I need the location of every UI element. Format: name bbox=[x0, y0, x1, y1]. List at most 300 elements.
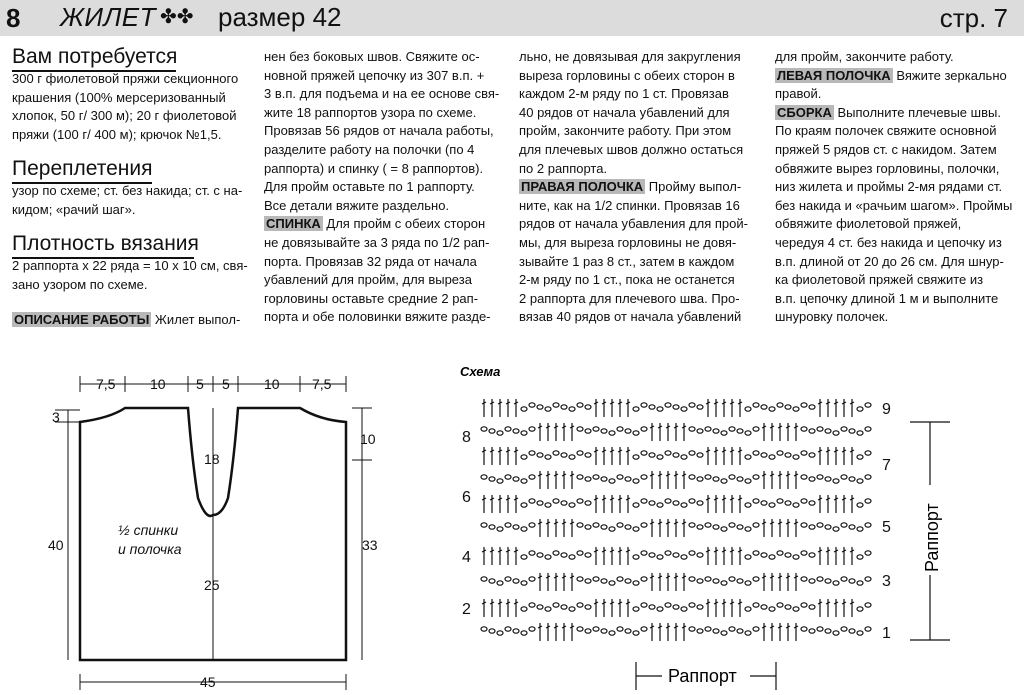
chain-symbol bbox=[601, 525, 607, 529]
chain-symbol bbox=[825, 429, 831, 433]
chain-symbol bbox=[577, 499, 583, 503]
chain-symbol bbox=[841, 523, 847, 527]
row-label-9: 9 bbox=[882, 401, 891, 418]
chain-symbol bbox=[801, 451, 807, 455]
chain-symbol bbox=[745, 407, 751, 411]
chain-symbol bbox=[649, 453, 655, 457]
chain-symbol bbox=[697, 629, 703, 633]
chain-symbol bbox=[737, 429, 743, 433]
dim-18: 18 bbox=[204, 451, 220, 467]
chain-symbol bbox=[833, 527, 839, 531]
chain-symbol bbox=[585, 453, 591, 457]
chain-symbol bbox=[585, 405, 591, 409]
chain-symbol bbox=[529, 499, 535, 503]
chain-symbol bbox=[633, 607, 639, 611]
chain-symbol bbox=[641, 523, 647, 527]
chain-symbol bbox=[857, 455, 863, 459]
chain-symbol bbox=[705, 427, 711, 431]
chain-symbol bbox=[673, 605, 679, 609]
pattern-caption-2: и полочка bbox=[118, 541, 182, 557]
chain-symbol bbox=[537, 605, 543, 609]
chain-symbol bbox=[801, 499, 807, 503]
chain-symbol bbox=[553, 603, 559, 607]
chain-symbol bbox=[721, 431, 727, 435]
chain-symbol bbox=[609, 581, 615, 585]
chain-symbol bbox=[865, 475, 871, 479]
chain-symbol bbox=[857, 431, 863, 435]
chain-symbol bbox=[745, 607, 751, 611]
chain-symbol bbox=[769, 455, 775, 459]
chain-symbol bbox=[745, 479, 751, 483]
chain-symbol bbox=[793, 407, 799, 411]
chain-symbol bbox=[841, 627, 847, 631]
chain-symbol bbox=[689, 451, 695, 455]
chain-symbol bbox=[849, 579, 855, 583]
chain-symbol bbox=[833, 479, 839, 483]
chain-symbol bbox=[857, 555, 863, 559]
chain-symbol bbox=[737, 477, 743, 481]
chain-symbol bbox=[705, 577, 711, 581]
chain-symbol bbox=[689, 577, 695, 581]
chain-symbol bbox=[665, 603, 671, 607]
chain-symbol bbox=[793, 503, 799, 507]
row-label-4: 4 bbox=[462, 549, 471, 566]
chain-symbol bbox=[505, 427, 511, 431]
chain-symbol bbox=[785, 405, 791, 409]
chain-symbol bbox=[745, 455, 751, 459]
row-label-5: 5 bbox=[882, 519, 891, 536]
chain-symbol bbox=[769, 555, 775, 559]
chain-symbol bbox=[841, 427, 847, 431]
chain-symbol bbox=[561, 405, 567, 409]
chain-symbol bbox=[785, 501, 791, 505]
chain-symbol bbox=[553, 551, 559, 555]
chain-symbol bbox=[617, 427, 623, 431]
back-label: СПИНКА bbox=[266, 216, 321, 232]
chain-symbol bbox=[641, 403, 647, 407]
chain-symbol bbox=[537, 405, 543, 409]
chain-symbol bbox=[489, 629, 495, 633]
row-label-2: 2 bbox=[462, 601, 471, 618]
chain-symbol bbox=[641, 577, 647, 581]
chain-symbol bbox=[865, 451, 871, 455]
chain-symbol bbox=[481, 523, 487, 527]
chain-symbol bbox=[689, 603, 695, 607]
stitches-title: Переплетения bbox=[12, 157, 153, 184]
chain-symbol bbox=[553, 499, 559, 503]
chain-symbol bbox=[809, 525, 815, 529]
chain-symbol bbox=[681, 503, 687, 507]
chain-symbol bbox=[505, 577, 511, 581]
chain-symbol bbox=[777, 551, 783, 555]
dim-top-4: 5 bbox=[222, 376, 230, 392]
chain-symbol bbox=[537, 453, 543, 457]
chain-symbol bbox=[513, 525, 519, 529]
chain-symbol bbox=[521, 527, 527, 531]
gauge-text: 2 раппорта х 22 ряда = 10 х 10 см, свя- зано узором по схеме. bbox=[12, 258, 248, 292]
chain-symbol bbox=[865, 627, 871, 631]
chain-symbol bbox=[745, 581, 751, 585]
chain-symbol bbox=[561, 453, 567, 457]
chain-symbol bbox=[769, 607, 775, 611]
chain-symbol bbox=[729, 627, 735, 631]
chain-symbol bbox=[513, 429, 519, 433]
chain-symbol bbox=[809, 477, 815, 481]
chain-symbol bbox=[809, 429, 815, 433]
chain-symbol bbox=[737, 579, 743, 583]
chain-symbol bbox=[593, 427, 599, 431]
chain-symbol bbox=[753, 475, 759, 479]
chain-symbol bbox=[545, 555, 551, 559]
chain-symbol bbox=[649, 605, 655, 609]
chain-symbol bbox=[745, 631, 751, 635]
chain-symbol bbox=[809, 453, 815, 457]
chain-symbol bbox=[577, 627, 583, 631]
chain-symbol bbox=[833, 581, 839, 585]
chain-symbol bbox=[577, 427, 583, 431]
chain-symbol bbox=[865, 403, 871, 407]
chain-symbol bbox=[601, 579, 607, 583]
chain-symbol bbox=[697, 429, 703, 433]
chain-symbol bbox=[529, 551, 535, 555]
chain-symbol bbox=[497, 631, 503, 635]
gauge-title: Плотность вязания bbox=[12, 232, 199, 259]
chain-symbol bbox=[801, 523, 807, 527]
chain-symbol bbox=[577, 551, 583, 555]
chain-symbol bbox=[665, 403, 671, 407]
chain-symbol bbox=[809, 405, 815, 409]
chain-symbol bbox=[817, 627, 823, 631]
chain-symbol bbox=[825, 477, 831, 481]
row-label-3: 3 bbox=[882, 573, 891, 590]
page-number: стр. 7 bbox=[939, 3, 1008, 33]
chain-symbol bbox=[857, 407, 863, 411]
dim-40: 40 bbox=[48, 537, 64, 553]
chain-symbol bbox=[561, 605, 567, 609]
chain-symbol bbox=[569, 407, 575, 411]
chain-symbol bbox=[593, 475, 599, 479]
chain-symbol bbox=[489, 429, 495, 433]
left-front-label: ЛЕВАЯ ПОЛОЧКА bbox=[777, 67, 891, 83]
chain-symbol bbox=[769, 503, 775, 507]
chain-symbol bbox=[865, 577, 871, 581]
chain-symbol bbox=[753, 627, 759, 631]
chain-symbol bbox=[865, 427, 871, 431]
chain-symbol bbox=[721, 527, 727, 531]
chain-symbol bbox=[657, 607, 663, 611]
chain-symbol bbox=[745, 503, 751, 507]
chain-symbol bbox=[521, 631, 527, 635]
chain-symbol bbox=[489, 525, 495, 529]
chain-symbol bbox=[481, 627, 487, 631]
chain-symbol bbox=[625, 477, 631, 481]
chain-symbol bbox=[689, 403, 695, 407]
chain-symbol bbox=[521, 479, 527, 483]
chain-symbol bbox=[641, 451, 647, 455]
row-label-7: 7 bbox=[882, 457, 891, 474]
chain-symbol bbox=[617, 627, 623, 631]
row-label-6: 6 bbox=[462, 489, 471, 506]
chain-symbol bbox=[529, 523, 535, 527]
chain-symbol bbox=[609, 527, 615, 531]
chain-symbol bbox=[697, 405, 703, 409]
chain-symbol bbox=[609, 631, 615, 635]
article-size: размер 42 bbox=[218, 2, 342, 32]
chain-symbol bbox=[801, 577, 807, 581]
chain-symbol bbox=[857, 503, 863, 507]
pattern-schematic bbox=[0, 360, 420, 695]
chain-symbol bbox=[721, 631, 727, 635]
chain-symbol bbox=[689, 627, 695, 631]
chain-symbol bbox=[521, 407, 527, 411]
chain-symbol bbox=[553, 451, 559, 455]
chain-symbol bbox=[857, 631, 863, 635]
dim-top-2: 10 bbox=[150, 376, 166, 392]
materials-text: 300 г фиолетовой пряжи секционного крашения (100% мерсеризованный хлопок, 50 г/ 300 м); 20 г фиолетовой пряжи (100 г/ 400 м); крючок №1,5. bbox=[12, 71, 239, 142]
chain-symbol bbox=[577, 475, 583, 479]
chain-symbol bbox=[673, 405, 679, 409]
chain-symbol bbox=[737, 629, 743, 633]
chain-symbol bbox=[809, 501, 815, 505]
chain-symbol bbox=[617, 475, 623, 479]
chain-symbol bbox=[785, 453, 791, 457]
chain-symbol bbox=[713, 429, 719, 433]
crochet-scheme bbox=[440, 360, 1020, 695]
chain-symbol bbox=[529, 403, 535, 407]
column-2-text: нен без боковых швов. Свяжите ос- новной пряжей цепочку из 307 в.п. + 3 в.п. для подъема и на ее основе свя- жите 18 раппортов узора по схеме. Провязав 56 рядов от начала работы, разделите работу на полочки (по 4 раппорта) и спинку ( = 8 раппортов). Для пройм оставьте по 1 раппорту. Все детали вяжите раздельно. СПИНКА Для пройм с обеих сторон не довязывайте за 3 ряда по 1/2 рап- порта. Провязав 32 ряда от начала убавлений для пройм, для выреза горловины оставьте средние 2 рап- порта и обе половинки вяжите разде- bbox=[264, 49, 500, 325]
chain-symbol bbox=[545, 607, 551, 611]
chain-symbol bbox=[697, 501, 703, 505]
chain-symbol bbox=[521, 581, 527, 585]
chain-symbol bbox=[753, 523, 759, 527]
chain-symbol bbox=[513, 629, 519, 633]
chain-symbol bbox=[857, 607, 863, 611]
chain-symbol bbox=[753, 427, 759, 431]
chain-symbol bbox=[585, 525, 591, 529]
chain-symbol bbox=[857, 581, 863, 585]
chain-symbol bbox=[617, 523, 623, 527]
chain-symbol bbox=[585, 429, 591, 433]
chain-symbol bbox=[545, 503, 551, 507]
chain-symbol bbox=[505, 475, 511, 479]
chain-symbol bbox=[657, 555, 663, 559]
chain-symbol bbox=[785, 553, 791, 557]
chain-symbol bbox=[529, 627, 535, 631]
chain-symbol bbox=[585, 501, 591, 505]
chain-symbol bbox=[689, 475, 695, 479]
chain-symbol bbox=[601, 629, 607, 633]
chain-symbol bbox=[841, 577, 847, 581]
page-header bbox=[0, 0, 1024, 36]
dim-10: 10 bbox=[360, 431, 376, 447]
chain-symbol bbox=[585, 553, 591, 557]
chain-symbol bbox=[537, 501, 543, 505]
chain-symbol bbox=[681, 455, 687, 459]
chain-symbol bbox=[665, 499, 671, 503]
chain-symbol bbox=[497, 581, 503, 585]
chain-symbol bbox=[609, 431, 615, 435]
chain-symbol bbox=[849, 477, 855, 481]
chain-symbol bbox=[825, 579, 831, 583]
chain-symbol bbox=[825, 525, 831, 529]
chain-symbol bbox=[529, 577, 535, 581]
chain-symbol bbox=[777, 451, 783, 455]
chain-symbol bbox=[673, 453, 679, 457]
column-4-text: для пройм, закончите работу. ЛЕВАЯ ПОЛОЧКА Вяжите зеркально правой. СБОРКА Выполните плечевые швы. По краям полочек свяжите основной пряжей 5 рядов ст. с накидом. Затем обвяжите вырез горловины, полочки, низ жилета и проймы 2-мя рядами ст. без накида и «рачьим шагом». Проймы обвяжите фиолетовой пряжей, чередуя 4 ст. без накида и цепочку из в.п. длиной от 20 до 26 см. Для шнур- ка фиолетовой пряжей свяжите из в.п. цепочку длиной 1 м и выполните шнуровку полочек. bbox=[775, 49, 1013, 325]
chain-symbol bbox=[753, 403, 759, 407]
chain-symbol bbox=[633, 503, 639, 507]
chain-symbol bbox=[689, 523, 695, 527]
chain-symbol bbox=[841, 475, 847, 479]
chain-symbol bbox=[481, 427, 487, 431]
chain-symbol bbox=[809, 579, 815, 583]
chain-symbol bbox=[849, 629, 855, 633]
chain-symbol bbox=[729, 523, 735, 527]
chain-symbol bbox=[489, 579, 495, 583]
chain-symbol bbox=[561, 553, 567, 557]
chain-symbol bbox=[641, 551, 647, 555]
dim-3: 3 bbox=[52, 409, 60, 425]
chain-symbol bbox=[689, 499, 695, 503]
chain-symbol bbox=[497, 527, 503, 531]
chain-symbol bbox=[689, 427, 695, 431]
chain-symbol bbox=[569, 455, 575, 459]
chain-symbol bbox=[753, 499, 759, 503]
chain-symbol bbox=[745, 527, 751, 531]
chain-symbol bbox=[505, 627, 511, 631]
chain-symbol bbox=[633, 431, 639, 435]
chain-symbol bbox=[593, 627, 599, 631]
chain-symbol bbox=[705, 475, 711, 479]
chain-symbol bbox=[489, 477, 495, 481]
chain-symbol bbox=[753, 577, 759, 581]
chain-symbol bbox=[697, 579, 703, 583]
chain-symbol bbox=[577, 451, 583, 455]
chain-symbol bbox=[697, 605, 703, 609]
chain-symbol bbox=[801, 603, 807, 607]
chain-symbol bbox=[857, 527, 863, 531]
chain-symbol bbox=[713, 525, 719, 529]
chain-symbol bbox=[729, 427, 735, 431]
chain-symbol bbox=[809, 553, 815, 557]
chain-symbol bbox=[593, 577, 599, 581]
article-number: 8 bbox=[6, 3, 21, 33]
chain-symbol bbox=[833, 631, 839, 635]
chain-symbol bbox=[649, 405, 655, 409]
dim-top-5: 10 bbox=[264, 376, 280, 392]
pattern-caption-1: ½ спинки bbox=[118, 522, 179, 538]
chain-symbol bbox=[713, 629, 719, 633]
chain-symbol bbox=[649, 553, 655, 557]
chain-symbol bbox=[497, 479, 503, 483]
chain-symbol bbox=[729, 577, 735, 581]
chain-symbol bbox=[833, 431, 839, 435]
chain-symbol bbox=[817, 427, 823, 431]
chain-symbol bbox=[633, 555, 639, 559]
chain-symbol bbox=[753, 603, 759, 607]
row-label-8: 8 bbox=[462, 429, 471, 446]
repeat-label-vertical: Раппорт bbox=[922, 503, 942, 572]
chain-symbol bbox=[633, 581, 639, 585]
chain-symbol bbox=[529, 603, 535, 607]
chain-symbol bbox=[521, 555, 527, 559]
chain-symbol bbox=[505, 523, 511, 527]
chain-symbol bbox=[641, 427, 647, 431]
chain-symbol bbox=[793, 607, 799, 611]
chain-symbol bbox=[633, 479, 639, 483]
chain-symbol bbox=[521, 503, 527, 507]
chain-symbol bbox=[817, 577, 823, 581]
chain-symbol bbox=[761, 405, 767, 409]
chain-symbol bbox=[761, 605, 767, 609]
chain-symbol bbox=[545, 407, 551, 411]
chain-symbol bbox=[577, 523, 583, 527]
chain-symbol bbox=[777, 499, 783, 503]
chain-symbol bbox=[713, 477, 719, 481]
chain-symbol bbox=[553, 403, 559, 407]
chain-symbol bbox=[809, 629, 815, 633]
chain-symbol bbox=[633, 407, 639, 411]
chain-symbol bbox=[481, 475, 487, 479]
chain-symbol bbox=[769, 407, 775, 411]
chain-symbol bbox=[745, 431, 751, 435]
chain-symbol bbox=[545, 455, 551, 459]
chain-symbol bbox=[793, 455, 799, 459]
chain-symbol bbox=[585, 605, 591, 609]
chain-symbol bbox=[521, 431, 527, 435]
chain-symbol bbox=[529, 475, 535, 479]
chain-symbol bbox=[673, 553, 679, 557]
dim-top-1: 7,5 bbox=[96, 376, 116, 392]
chain-symbol bbox=[865, 551, 871, 555]
chain-symbol bbox=[721, 581, 727, 585]
dim-top-6: 7,5 bbox=[312, 376, 332, 392]
description-label: ОПИСАНИЕ РАБОТЫ bbox=[14, 312, 150, 327]
chain-symbol bbox=[513, 477, 519, 481]
dim-top-3: 5 bbox=[196, 376, 204, 392]
chain-symbol bbox=[753, 451, 759, 455]
chain-symbol bbox=[761, 453, 767, 457]
chain-symbol bbox=[849, 429, 855, 433]
chain-symbol bbox=[865, 603, 871, 607]
chain-symbol bbox=[633, 455, 639, 459]
chain-symbol bbox=[625, 429, 631, 433]
chain-symbol bbox=[761, 553, 767, 557]
chain-symbol bbox=[521, 455, 527, 459]
chain-symbol bbox=[585, 579, 591, 583]
chain-symbol bbox=[801, 551, 807, 555]
chain-symbol bbox=[801, 427, 807, 431]
chain-symbol bbox=[705, 523, 711, 527]
chain-symbol bbox=[721, 479, 727, 483]
chain-symbol bbox=[689, 551, 695, 555]
assembly-label: СБОРКА bbox=[777, 104, 832, 120]
chain-symbol bbox=[801, 627, 807, 631]
chain-symbol bbox=[561, 501, 567, 505]
chain-symbol bbox=[569, 555, 575, 559]
materials-title: Вам потребуется bbox=[12, 45, 177, 72]
chain-symbol bbox=[697, 525, 703, 529]
chain-symbol bbox=[657, 503, 663, 507]
chain-symbol bbox=[857, 479, 863, 483]
chain-symbol bbox=[625, 579, 631, 583]
scheme-title: Схема bbox=[460, 364, 501, 379]
flower-ornament-icon: ✤✤ bbox=[160, 6, 194, 28]
chain-symbol bbox=[601, 429, 607, 433]
chain-symbol bbox=[753, 551, 759, 555]
chain-symbol bbox=[625, 629, 631, 633]
chain-symbol bbox=[681, 555, 687, 559]
